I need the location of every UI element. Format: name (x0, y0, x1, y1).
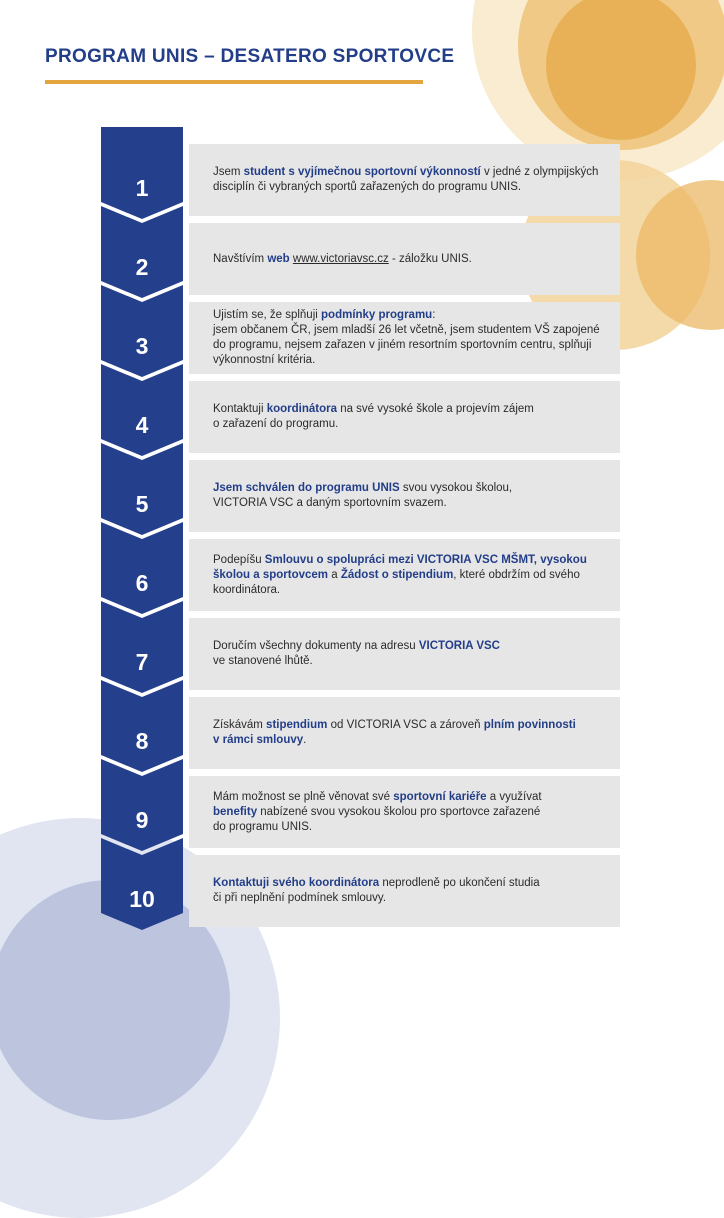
highlighted-text: školou a sportovcem (213, 568, 329, 581)
text-segment: Získávám (213, 719, 267, 731)
highlighted-text: plním povinnosti (483, 719, 576, 731)
text-segment: do programu UNIS. (213, 820, 313, 833)
highlighted-text: web (267, 252, 290, 265)
text-segment: a využívat (486, 790, 542, 803)
web-address: www.victoriavsc.cz (292, 252, 389, 265)
highlighted-text: koordinátora (266, 403, 337, 415)
step-text-line (213, 805, 613, 820)
text-segment: ve stanovené lhůtě. (213, 655, 313, 667)
step-text-line (213, 180, 613, 195)
text-segment: a (328, 568, 341, 581)
text-segment: neprodleně po ukončení studia (379, 877, 540, 889)
title-underline (45, 80, 423, 84)
text-segment: Ujistím se, že splňuji (213, 309, 322, 321)
step-number: 9 (135, 807, 149, 833)
step-number: 8 (135, 728, 149, 754)
step-text (213, 618, 613, 690)
highlighted-text: VICTORIA VSC (418, 640, 500, 652)
highlighted-text: Kontaktuji svého koordinátora (213, 877, 380, 889)
text-segment: nabízené svou vysokou školou pro sportovce zařazené (257, 805, 541, 818)
text-segment: v jedné z olympijských (480, 166, 599, 178)
text-segment: : (432, 309, 436, 321)
step-text-line (213, 718, 613, 733)
highlighted-text: stipendium (266, 719, 328, 731)
step-text-line (213, 891, 613, 906)
text-segment: , které obdržím od svého (453, 568, 580, 581)
text-segment: Navštívím (213, 252, 268, 265)
step-text-line (213, 654, 613, 669)
step-text (213, 223, 613, 295)
text-segment: disciplín či vybraných sportů zařazených do programu UNIS. (213, 181, 522, 193)
highlighted-text: benefity (213, 805, 258, 818)
step-text (213, 539, 613, 611)
text-segment: Jsem (213, 166, 244, 178)
step-number: 7 (135, 649, 149, 675)
text-segment: koordinátora. (213, 583, 281, 596)
step-text-line (213, 639, 613, 654)
text-segment: Doručím všechny dokumenty na adresu (213, 640, 419, 652)
highlighted-text: podmínky programu (321, 309, 433, 321)
step-text (213, 776, 613, 848)
step-text-line (213, 568, 613, 583)
step-text-line (213, 353, 613, 368)
step-text-line (213, 252, 613, 267)
step-number: 5 (135, 491, 149, 517)
step-text-line (213, 553, 613, 568)
step-number: 2 (135, 254, 149, 280)
text-segment: na své vysoké škole a projevím zájem (337, 403, 534, 415)
step-text (213, 460, 613, 532)
text-segment: o zařazení do programu. (213, 418, 339, 430)
text-segment: od VICTORIA VSC a zároveň (327, 719, 484, 731)
text-segment: . (303, 734, 307, 746)
text-segment: Kontaktuji (213, 403, 267, 415)
step-10 (0, 855, 724, 927)
step-number: 1 (135, 175, 149, 201)
text-segment: či při neplnění podmínek smlouvy. (213, 892, 387, 904)
step-text (213, 144, 613, 216)
step-text-line (213, 496, 613, 511)
step-number: 4 (135, 412, 149, 438)
step-text (213, 381, 613, 453)
text-segment: VICTORIA VSC a daným sportovním svazem. (213, 497, 447, 509)
highlighted-text: Jsem schválen do programu UNIS (213, 482, 400, 494)
step-text-line (213, 876, 613, 891)
page-title: PROGRAM UNIS – DESATERO SPORTOVCE (45, 46, 455, 67)
step-text-line (213, 338, 613, 353)
step-text-line (213, 323, 613, 338)
step-text (213, 302, 613, 374)
highlighted-text: sportovní kariéře (393, 790, 487, 803)
text-segment: výkonnostní kritéria. (213, 354, 316, 366)
step-text-line (213, 417, 613, 432)
step-text-line (213, 820, 613, 835)
highlighted-text: v rámci smlouvy (213, 734, 304, 746)
text-segment: - záložku UNIS. (388, 252, 472, 265)
text-segment: svou vysokou školou, (399, 482, 513, 494)
step-text-line (213, 733, 613, 748)
step-number: 6 (135, 570, 149, 596)
highlighted-text: student s vyjímečnou sportovní výkonností (243, 166, 481, 178)
text-segment: jsem občanem ČR, jsem mladší 26 let včetně, jsem studentem VŠ zapojené (213, 324, 600, 336)
highlighted-text: Smlouvu o spolupráci mezi VICTORIA VSC MŠMT, vysokou (264, 553, 587, 566)
text-segment: do programu, nejsem zařazen v jiném resortním sportovním centru, splňuji (213, 339, 592, 351)
highlighted-text: Žádost o stipendium (340, 568, 454, 581)
step-text-line (213, 790, 613, 805)
step-text-line (213, 583, 613, 598)
step-text (213, 697, 613, 769)
step-text (213, 855, 613, 927)
step-text-line (213, 308, 613, 323)
step-text-line (213, 165, 613, 180)
step-number: 3 (135, 333, 149, 359)
text-segment: Podepíšu (213, 553, 265, 566)
step-number: 10 (129, 886, 155, 912)
step-text-line (213, 402, 613, 417)
step-text-line (213, 481, 613, 496)
text-segment: Mám možnost se plně věnovat své (213, 790, 394, 803)
